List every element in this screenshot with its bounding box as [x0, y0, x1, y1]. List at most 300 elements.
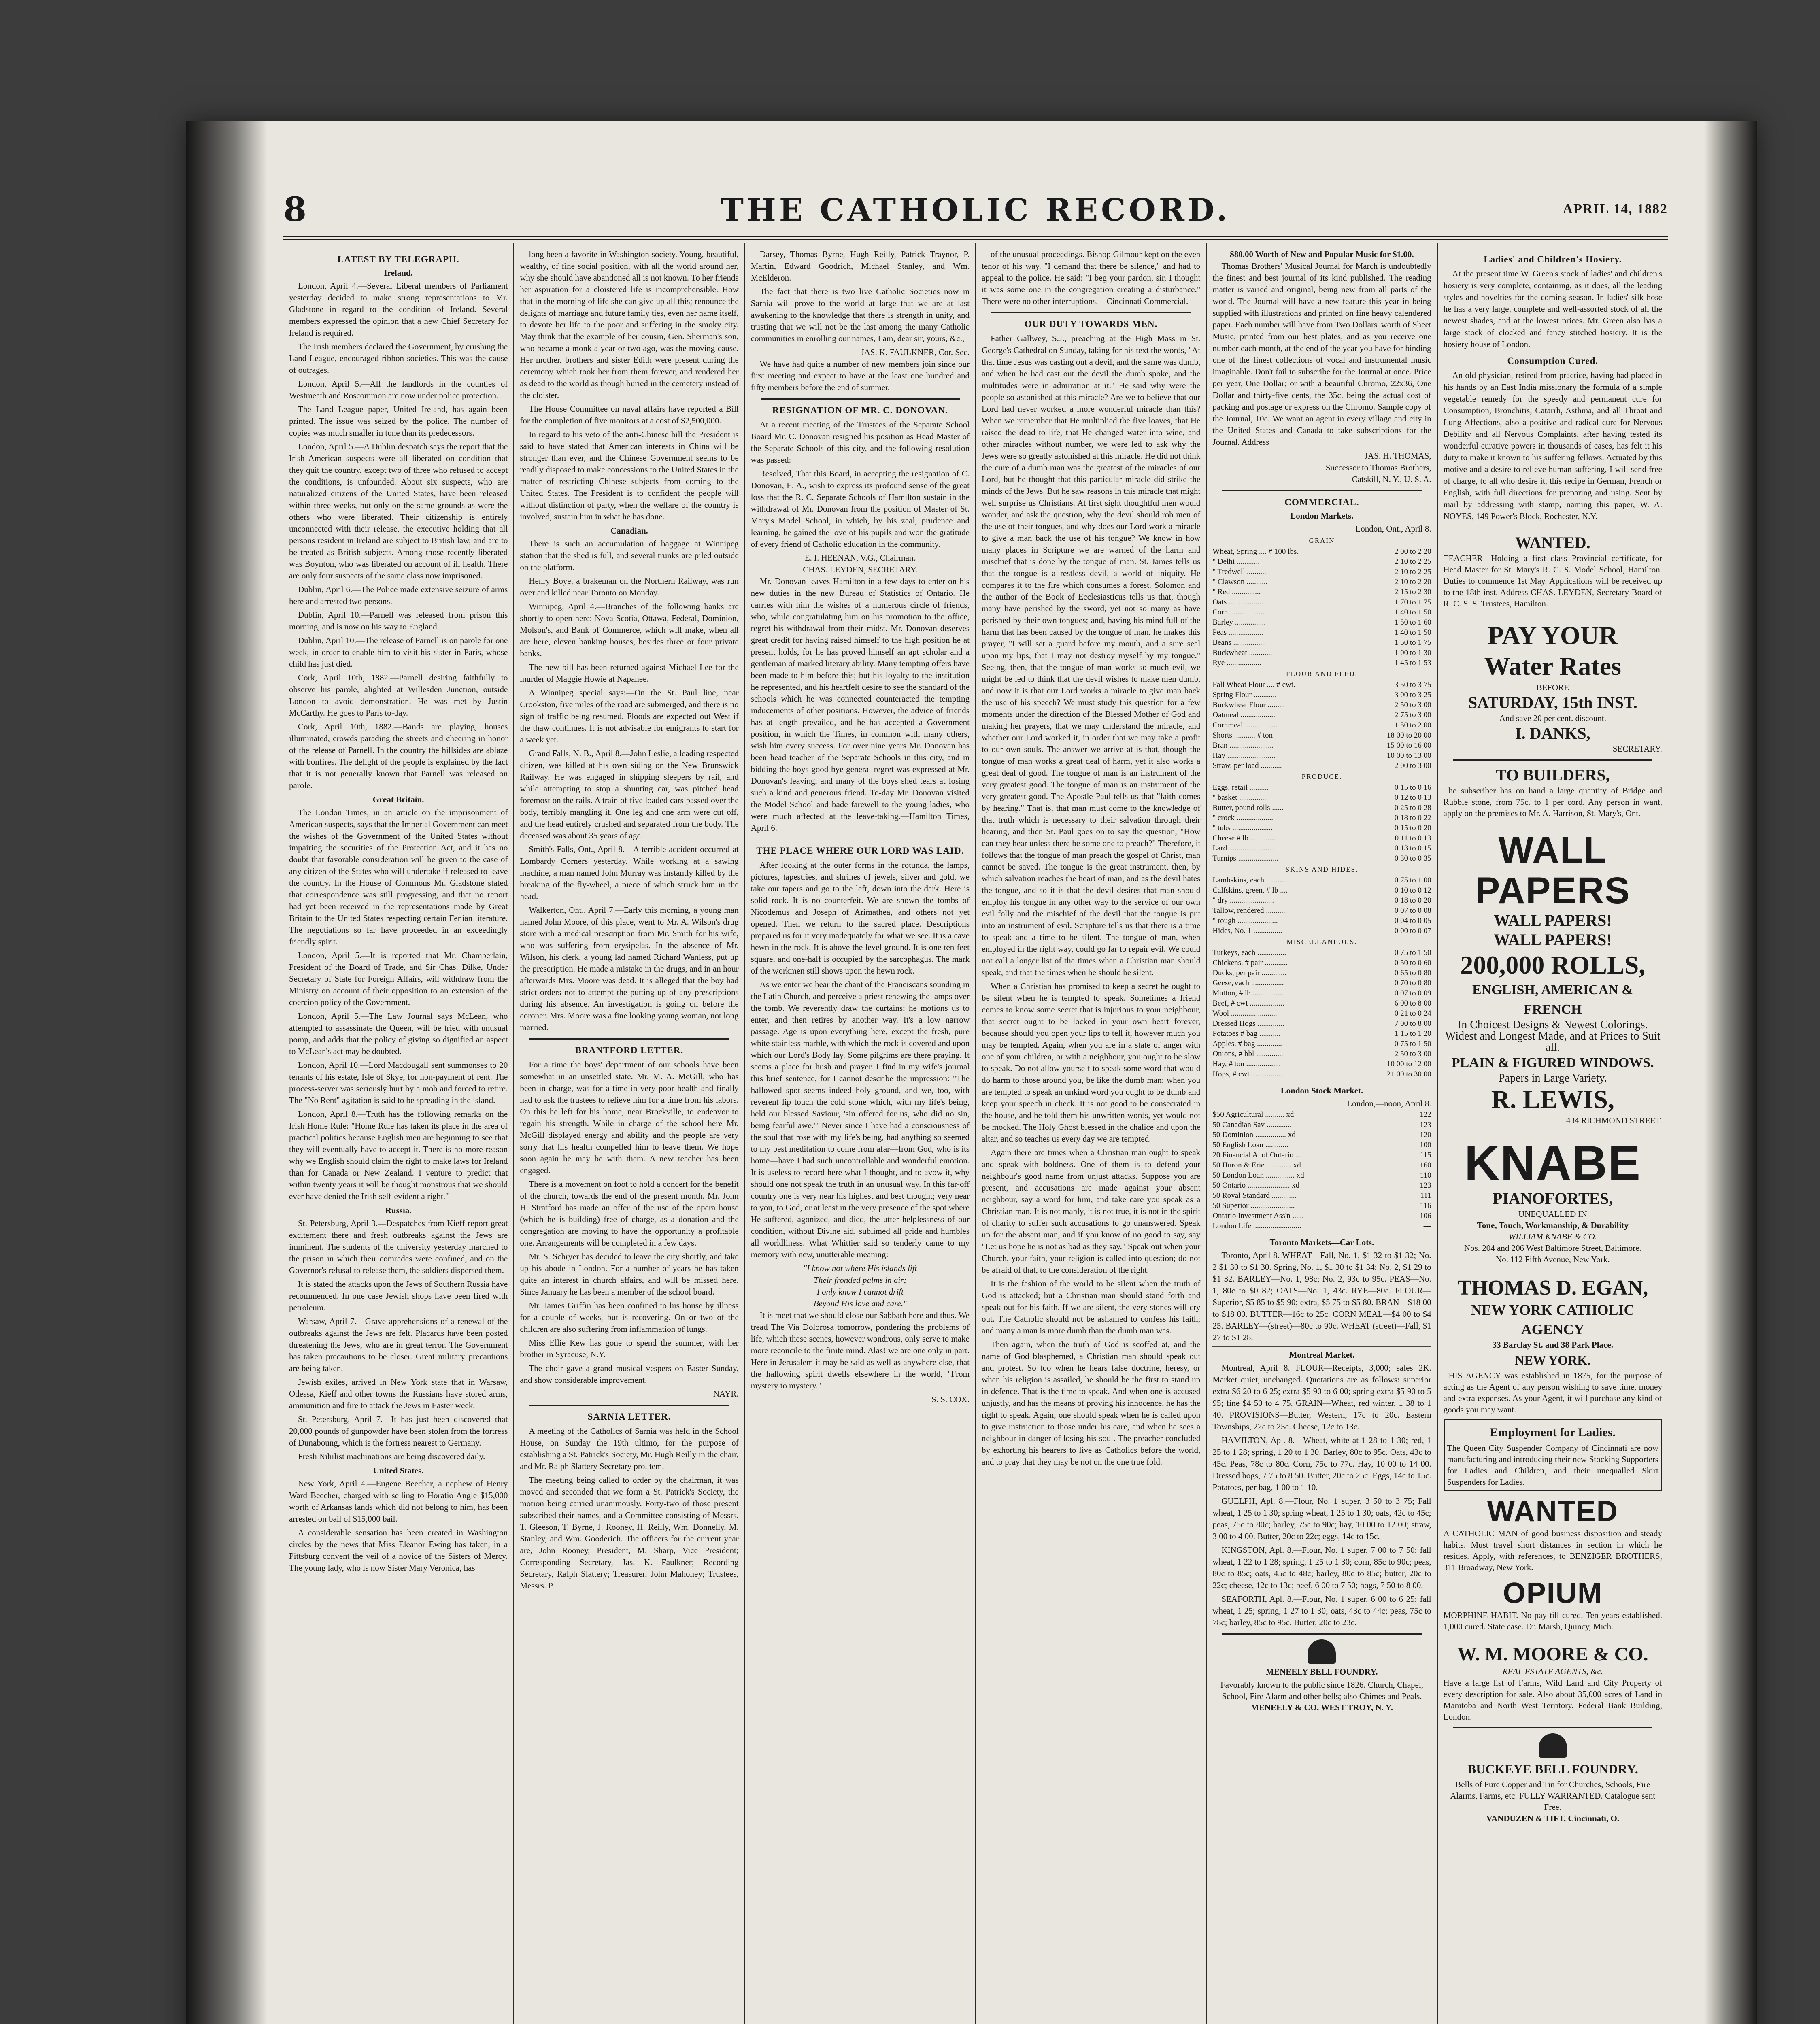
market-price: 122 [1420, 1110, 1431, 1119]
market-item: " dry ....................... [1212, 896, 1274, 905]
market-item: Oats .................. [1212, 598, 1263, 606]
paragraph: SEAFORTH, Apl. 8.—Flour, No. 1 super, 6 00 to 6 25; fall wheat, 1 25; spring, 1 27 to 1 30; oats, 43c to 44c; peas, 75c to 78c; barley, 85c to 95c. Butter, 20c to 23c. [1212, 1594, 1431, 1627]
signature: NAYR. [713, 1389, 739, 1399]
misc-table [1212, 948, 1431, 1079]
market-row [1212, 1039, 1431, 1049]
paragraph: It is stated the attacks upon the Jews of Southern Russia have recommenced. In one case Jewish shops have been fired with petroleum. [289, 1279, 508, 1312]
ad-text: MENEELY & CO. WEST TROY, N. Y. [1251, 1703, 1393, 1712]
signature: JAS. K. FAULKNER, Cor. Sec. [861, 347, 970, 357]
paragraph: Toronto, April 8. WHEAT—Fall, No. 1, $1 32 to $1 32; No. 2 $1 30 to $1 30. Spring, No. 1, $1 30 to $1 34; No. 2, $1 29 to $1 32. BARLEY—No. 1, 98c; No. 2, 93c to 95c. PEAS—No. 1, 80c to $0 82; OATS—No. 1, 43c. RYE—80c. FLOUR—Superior, $5 85 to $5 90; extra, $5 75 to $5 80. BRAN—$18 00 to $18 00. BUTTER—16c to 25c. CORN MEAL—$4 00 to $4 25. BARLEY—(street)—80c to 90c. WHEAT (street)—Fall, $1 27 to $1 28. [1212, 1250, 1431, 1342]
divider [1222, 1633, 1421, 1635]
market-item: " basket ............... [1212, 793, 1268, 802]
divider [1212, 1346, 1431, 1347]
divider [1453, 1131, 1652, 1132]
market-row [1212, 1120, 1431, 1130]
ad-text: 33 Barclay St. and 38 Park Place. [1492, 1340, 1613, 1350]
paragraph: The choir gave a grand musical vespers on Easter Sunday, and show considerable improvement. [520, 1363, 739, 1385]
market-row [1212, 906, 1431, 916]
columns [283, 243, 1668, 2024]
signature: S. S. COX. [931, 1395, 970, 1404]
market-item: Hay ......................... [1212, 751, 1276, 760]
paragraph: We have had quite a number of new members join since our first meeting and expect to have at the least one hundred and fifty members before the end of summer. [751, 359, 970, 392]
market-item: Wheat, Spring .... # 100 lbs. [1212, 547, 1299, 556]
market-item: Ducks, per pair ............. [1212, 969, 1287, 977]
market-item: Fall Wheat Flour .... # cwt. [1212, 680, 1295, 689]
market-item: 50 Huron & Erie ............. xd [1212, 1161, 1301, 1169]
market-item: $50 Agricultural .......... xd [1212, 1110, 1294, 1119]
market-heading: London Markets. [1290, 511, 1354, 521]
paragraph: The House Committee on naval affairs have reported a Bill for the completion of five monitors at a cost of $2,500,000. [520, 404, 739, 425]
market-subheading: PRODUCE. [1301, 773, 1342, 780]
market-price: 110 [1420, 1171, 1431, 1180]
market-price: 1 40 to 1 50 [1394, 608, 1431, 617]
market-item: 50 London Loan ............... xd [1212, 1171, 1304, 1180]
market-price: 0 10 to 0 12 [1394, 886, 1431, 895]
divider [1453, 1727, 1652, 1728]
ad-text: VANDUZEN & TIFT, Cincinnati, O. [1486, 1814, 1620, 1823]
market-row [1212, 1191, 1431, 1201]
market-row [1212, 761, 1431, 771]
market-row [1212, 1029, 1431, 1039]
market-item: Lard .......................... [1212, 844, 1279, 853]
market-price: 0 25 to 0 28 [1394, 804, 1431, 812]
paragraph: The new bill has been returned against Michael Lee for the murder of Maggie Howie at Napanee. [520, 662, 739, 684]
market-heading: Toronto Markets—Car Lots. [1269, 1237, 1374, 1247]
knabe-headline: KNABE [1464, 1136, 1641, 1190]
paragraph: Then again, when the truth of God is scoffed at, and the name of God blasphemed, a Christian man should speak out and protest. So too when he hears false doctrine, heresy, or when his religion is assailed, he should be the first to stand up in defence. That is the time to speak. And when one is accused unjustly, and has the means of proving his innocence, he has the right to speak. Again, one should speak when he is called upon to give instruction to those under his care, and when he sees a neighbour in danger of losing his soul. The preacher concluded by exhorting his hearers to live as Catholics before the world, and to pray that they may be not on the one true fold. [981, 1339, 1201, 1467]
market-row [1212, 730, 1431, 740]
market-price: 0 07 to 0 09 [1394, 989, 1431, 997]
buckeye-headline: BUCKEYE BELL FOUNDRY. [1467, 1762, 1638, 1776]
wanted-heading: WANTED. [1515, 534, 1590, 552]
market-row [1212, 710, 1431, 720]
ad-heading: Consumption Cured. [1507, 356, 1599, 366]
market-item: " Delhi ............ [1212, 557, 1260, 566]
paragraph: London, April 5.—It is reported that Mr. Chamberlain, President of the Board of Trade, and Sir Chas. Dilke, Under Secretary of State for Foreign Affairs, will withdraw from the Ministry on account of their opposition to an extension of the coercion policy of the Government. [289, 950, 508, 1007]
market-price: 100 [1420, 1141, 1431, 1149]
divider [1222, 490, 1421, 491]
verse-line: I only know I cannot drift [816, 1287, 904, 1297]
commercial-heading: COMMERCIAL. [1284, 497, 1359, 507]
paragraph: GUELPH, Apl. 8.—Flour, No. 1 super, 3 50 to 3 75; Fall wheat, 1 25 to 1 30; spring wheat, 1 25 to 1 30; oats, 42c to 45c; peas, 75c to 80c; barley, 75c to 90c; hay, 10 00 to 12 00; straw, 3 00 to 4 00. Butter, 20c to 22c; eggs, 14c to 15c. [1212, 1496, 1431, 1541]
market-item: " Clawson ........... [1212, 578, 1268, 586]
market-row [1212, 978, 1431, 988]
paragraph: The Irish members declared the Government, by crushing the Land League, encouraged ribbon societies. This was the cause of outrages. [289, 342, 508, 375]
market-row [1212, 587, 1431, 597]
paragraph: There is a movement on foot to hold a concert for the benefit of the church, towards the end of the present month. Mr. John H. Stratford has made an offer of the use of the opera house (which he is building) free of charge, as a donation and the congregation are moving to have the opportunity a profitable one. Arrangements will be completed in a few days. [520, 1179, 739, 1248]
paragraph: A meeting of the Catholics of Sarnia was held in the School House, on Sunday the 19th ultimo, for the purpose of establishing a St. Patrick's Society, Mr. Hugh Reilly in the chair, and Mr. Ralph Slattery Secretary pro. tem. [520, 1426, 739, 1471]
ad-text: PIANOFORTES, [1493, 1189, 1613, 1208]
subheading: Great Britain. [372, 795, 424, 804]
market-subheading: GRAIN [1309, 537, 1335, 544]
market-price: 3 00 to 3 25 [1394, 691, 1431, 699]
paragraph: London, April 4.—Several Liberal members of Parliament yesterday decided to make strong representations to Mr. Gladstone in regard to the condition of Ireland. Several members expressed the opinion that a new Chief Secretary for Ireland is required. [289, 281, 508, 338]
market-price: 2 50 to 3 00 [1394, 701, 1431, 709]
market-price: 0 50 to 0 60 [1394, 959, 1431, 967]
market-item: Onions, # bbl .............. [1212, 1050, 1283, 1058]
market-row [1212, 1221, 1431, 1231]
market-price: 0 15 to 0 16 [1394, 783, 1431, 792]
ad-text: PLAIN & FIGURED WINDOWS. [1451, 1055, 1654, 1070]
ad-text: No. 112 Fifth Avenue, New York. [1495, 1254, 1610, 1264]
market-price: 160 [1420, 1161, 1431, 1169]
market-price: 0 75 to 1 00 [1394, 876, 1431, 884]
article-heading: BRANTFORD LETTER. [575, 1045, 684, 1055]
market-item: " rough ..................... [1212, 916, 1278, 925]
article-heading: OUR DUTY TOWARDS MEN. [1024, 319, 1158, 329]
bell-icon [1539, 1733, 1567, 1758]
divider [529, 1038, 729, 1040]
paragraph: KINGSTON, Apl. 8.—Flour, No. 1 super, 7 00 to 7 50; fall wheat, 1 22 to 1 28; spring, 1 25 to 1 30; corn, 85c to 90c; peas, 80c to 85c; oats, 45c to 48c; barley, 80c to 85c; butter, 20c to 22c; cheese, 12c to 13c; beef, 6 00 to 7 50; hogs, 7 50 to 8 00. [1212, 1545, 1431, 1590]
paragraph: Mr. Donovan leaves Hamilton in a few days to enter on his new duties in the new Bureau of Statistics of Ontario. He carries with him the wishes of a numerous circle of friends, who, while congratulating him on his promotion to the office, regret his withdrawal from their midst. Mr. Donovan deserves great credit for having raised himself to the high position he at present holds, for he has proved himself an apt scholar and a gentleman of marked literary ability. Many tempting offers have been made to him before this; but his loyalty to the institution he represented, and his heartfelt desire to see the standard of the schools which he was connected counteracted the tempting inducements of other positions. However, the advice of friends has at length prevailed, and he has accepted a Government position, in which the Times, in common with many others, wish him every success. For over nine years Mr. Donovan has been head teacher of the Separate Schools in this city, and in bidding the boys good-bye general regret was expressed at Mr. Donovan's leaving, and many of the boys shed tears at losing such a kind and generous friend. To-day Mr. Donovan visited the Model School and bade farewell to the young ladies, who were much affected at the leave-taking.—Hamilton Times, April 6. [751, 576, 970, 833]
column-5 [1206, 243, 1437, 2024]
paragraph: London, April 10.—Lord Macdougall sent summonses to 20 tenants of his estate, Isle of Skye, for non-payment of rent. The process-server was seriously hurt by a mob and forced to retire. The "No Rent" agitation is said to be spreading in the island. [289, 1060, 508, 1105]
ad-signature: Successor to Thomas Brothers, [1325, 463, 1431, 472]
market-item: Mutton, # lb ................ [1212, 989, 1284, 997]
market-row [1212, 1211, 1431, 1221]
market-row [1212, 1160, 1431, 1170]
market-date: London, Ont., April 8. [1355, 524, 1431, 534]
market-item: Apples, # bag ............. [1212, 1040, 1282, 1048]
ad-text: Bells of Pure Copper and Tin for Churches, Schools, Fire Alarms, Farms, etc. FULLY WARRANTED. Catalogue sent Free. [1450, 1780, 1656, 1812]
article-heading: RESIGNATION OF MR. C. DONOVAN. [772, 405, 948, 415]
ad-text: WILLIAM KNABE & CO. [1508, 1232, 1597, 1242]
produce-table [1212, 782, 1431, 863]
market-item: Hops, # cwt ................ [1212, 1070, 1282, 1078]
market-row [1212, 1150, 1431, 1160]
paragraph: A Winnipeg special says:—On the St. Paul line, near Crookston, five miles of the road are submerged, and there is no sign of traffic being resumed. Floods are expected out West if the thaw continues. It is not advisable for emigrants to start for a week yet. [520, 688, 739, 744]
market-item: Wool ........................ [1212, 1009, 1277, 1018]
ad-text: ENGLISH, AMERICAN & FRENCH [1472, 982, 1633, 1017]
ad-text: In Choicest Designs & Newest Colorings. [1457, 1018, 1648, 1031]
market-price: 2 10 to 2 25 [1394, 568, 1431, 576]
market-item: Cornmeal ................. [1212, 721, 1278, 729]
market-row [1212, 926, 1431, 936]
market-price: 0 18 to 0 20 [1394, 896, 1431, 905]
divider [1453, 614, 1652, 615]
ad-signature: Catskill, N. Y., U. S. A. [1352, 474, 1431, 484]
ad-text: Favorably known to the public since 1826. Church, Chapel, School, Fire Alarm and other bells; also Chimes and Peals. [1220, 1680, 1423, 1701]
market-row [1212, 853, 1431, 863]
market-item: 20 Financial A. of Ontario .... [1212, 1151, 1303, 1159]
market-row [1212, 740, 1431, 750]
market-item: 50 English Loan ............ [1212, 1141, 1288, 1149]
ad-text: Employment for Ladies. [1490, 1426, 1616, 1439]
grain-table [1212, 546, 1431, 668]
paragraph: Resolved, That this Board, in accepting the resignation of C. Donovan, E. A., wish to express its profound sense of the great loss that the R. C. Separate Schools of Hamilton sustain in the withdrawal of Mr. Donovan from the position of Master of St. Mary's Model School, in which, by his zeal, prudence and learning, he gained the love of his pupils and won the gratitude of every friend of Catholic education in the community. [751, 469, 970, 549]
divider [991, 312, 1191, 313]
market-item: Bran ....................... [1212, 741, 1274, 750]
paragraph: Again there are times when a Christian man ought to speak and speak with boldness. One of them is to defend your neighbour's good name from unjust attacks. Suppose you are present, and accusations are made against your absent neighbour, say a word for him, and take care you speak as a Christian man. It is not manly, it is not true, it is not in the spirit of charity to suffer such accusations to go unanswered. Speak up for the absent man, and if you know of no good to say, say "Let us hope he is not as bad as they say." Speak out when your Church, your faith, your religion is called into question; do not be afraid of that, to the consideration of the right. [981, 1148, 1201, 1275]
market-row [1212, 1018, 1431, 1029]
market-price: 1 40 to 1 50 [1394, 628, 1431, 637]
market-price: 0 15 to 0 20 [1394, 824, 1431, 832]
subheading: Russia. [385, 1205, 412, 1215]
paragraph: The London Times, in an article on the imprisonment of American suspects, says that the Imperial Government can meet the wishes of the Government of the United States without impairing the securities of the Protection Act, and it has no doubt that favorable consideration will be given to the case of any citizen of the States who will undertake if released to leave the country. In the House of Commons Mr. Gladstone stated that correspondence was still progressing, and that no report had yet been received in the representations made by Great Britain to the United States respecting certain Fenian literature. The negotiations so far have proceeded in an exceedingly friendly spirit. [289, 808, 508, 946]
paragraph: When a Christian has promised to keep a secret he ought to be silent when he is tempted to speak. Sometimes a friend comes to know some secret that is injurious to your neighbour, that secret ought to be locked in your own heart forever, because should you open your lips to tell it, however much you may be tempted. Again, when you are in a state of anger with one of your children, or with a neighbour, you ought to be slow to speak. Do not allow yourself to speak some word that would do harm to those around you, be like the dumb man; when you are tempted to speak an unkind word you ought to be dumb and keep your speech in check. It is not good to be consecrated in the house, and he told them his unwritten words, yet would not be mocked. The Holy Ghost blessed in the chalice and upon the altar, and so teaches us every day we are tempted. [981, 981, 1201, 1144]
water-rates-ad-line: PAY YOUR [1488, 621, 1618, 650]
left-binding-shadow [186, 121, 267, 2024]
market-row [1212, 1201, 1431, 1211]
ad-text: I. DANKS, [1515, 724, 1590, 742]
market-item: Shorts ........... # ton [1212, 731, 1273, 740]
ad-text: And save 20 per cent. discount. [1499, 713, 1606, 723]
market-price: 1 00 to 1 30 [1394, 648, 1431, 657]
market-row [1212, 658, 1431, 668]
page-number: 8 [283, 190, 307, 229]
employment-ad [1444, 1419, 1662, 1491]
ad-text: Papers in Large Variety. [1498, 1072, 1607, 1084]
market-item: " crock ................... [1212, 814, 1274, 822]
market-subheading: MISCELLANEOUS. [1286, 938, 1357, 946]
market-row [1212, 782, 1431, 793]
paragraph: In regard to his veto of the anti-Chinese bill the President is said to have stated that American interests in China will be stronger than ever, and the Chinese Government seems to be readily disposed to make concessions to the United States in the matter of restricting Chinese subjects from coming to the United States. The President is to confident the people will without distinction of party, when the welfare of the country is involved, sustain him in what he has done. [520, 429, 739, 521]
paragraph: Dublin, April 10.—Parnell was released from prison this morning, and is now on his way to England. [289, 610, 508, 631]
ad-text: WALL PAPERS! [1494, 911, 1612, 929]
market-item: Beans ................. [1212, 638, 1266, 647]
paragraph: The meeting being called to order by the chairman, it was moved and seconded that we form a St. Patrick's Society, the motion being carried unanimously. Forty-two of those present subscribed their names, and a Committee consisting of Messrs. T. Gleeson, T. Byrne, J. Rooney, H. Reilly, Wm. Donnelly, M. Stanley, and Wm. Gooderich. The officers for the current year are, John Rooney, President, M. Sharp, Vice President; Corresponding Secretary, Jas. K. Faulkner; Recording Secretary, Ralph Slattery; Treasurer, John Mahoney; Trustees, Messrs. P. [520, 1475, 739, 1590]
market-price: 0 00 to 0 07 [1394, 927, 1431, 935]
market-item: Calfskins, green, # lb .... [1212, 886, 1288, 895]
moore-headline: W. M. MOORE & CO. [1457, 1643, 1648, 1665]
ad-signature: JAS. H. THOMAS, [1364, 451, 1431, 461]
market-item: Straw, per load ........... [1212, 761, 1282, 770]
ad-text: UNEQUALLED IN [1518, 1209, 1587, 1219]
market-price: 0 21 to 0 24 [1394, 1009, 1431, 1018]
section-heading: LATEST BY TELEGRAPH. [337, 254, 459, 264]
market-price: 2 10 to 2 20 [1394, 578, 1431, 586]
paragraph: London, April 5.—A Dublin despatch says the report that the Irish American suspects were all liberated on condition that they quit the country, except two of three who refused to accept the conditions, is unfounded. About six suspects, who are naturalized citizens of the United States, have been released within three weeks, but only on the same grounds as were the others who were liberated. Their citizenship is entirely unconnected with their release, the executive holding that all persons resident in Ireland are subject to British law, and are to be treated as British subjects. Among those recently liberated was Boynton, who was liberated on account of ill health. There are only four suspects of the same class now imprisoned. [289, 442, 508, 580]
wanted-headline: WANTED [1487, 1495, 1618, 1528]
article-heading: SARNIA LETTER. [587, 1412, 671, 1422]
divider [761, 398, 960, 400]
ad-heading: MENEELY BELL FOUNDRY. [1266, 1667, 1378, 1677]
divider [529, 1405, 729, 1406]
market-row [1212, 546, 1431, 557]
ad-text: SATURDAY, 15th INST. [1468, 693, 1637, 712]
ad-text: R. LEWIS, [1491, 1085, 1614, 1114]
market-row [1212, 700, 1431, 710]
paragraph: Dublin, April 10.—The release of Parnell is on parole for one week, in order to enable him to visit his sister in Paris, whose child has just died. [289, 636, 508, 669]
market-price: 7 00 to 8 00 [1394, 1019, 1431, 1028]
market-heading: London Stock Market. [1280, 1086, 1363, 1095]
subheading: Ireland. [384, 268, 413, 278]
market-price: 0 12 to 0 13 [1394, 793, 1431, 802]
ad-text: MORPHINE HABIT. No pay till cured. Ten years established. 1,000 cured. State case. Dr. Marsh, Quincy, Mich. [1443, 1610, 1662, 1631]
market-item: Cheese # lb ............. [1212, 834, 1276, 842]
paragraph: Montreal, April 8. FLOUR—Receipts, 3,000; sales 2K. Market quiet, unchanged. Quotations are as follows: superior extra $6 20 to 6 25; extra $5 90 to 6 00; spring extra $5 90 to 5 95; fine $4 50 to 4 75. GRAIN—Wheat, red winter, 1 38 to 1 40. PROVISIONS—Butter, Western, 17c to 20c. Eastern Townships, 22c to 25c. Cheese, 12c to 13c. [1212, 1363, 1431, 1431]
market-item: Ontario Investment Ass'n ...... [1212, 1212, 1304, 1220]
market-row [1212, 875, 1431, 885]
ad-text: Widest and Longest Made, and at Prices to Suit all. [1445, 1030, 1661, 1054]
column-4 [975, 243, 1206, 2024]
market-item: Geese, each ................. [1212, 979, 1284, 987]
market-item: Spring Flour ............ [1212, 691, 1277, 699]
paragraph: Cork, April 10th, 1882.—Bands are playing, houses illuminated, crowds parading the streets and cheering in honor of the release of Parnell. In the country the hillsides are ablaze with bonfires. The delight of the people is explained by the fact that it is not generally known that Parnell was released on parole. [289, 722, 508, 790]
market-price: 0 11 to 0 13 [1395, 834, 1431, 842]
egan-agency-headline: THOMAS D. EGAN, [1457, 1276, 1648, 1299]
paragraph: It is the fashion of the world to be silent when the truth of God is attacked; but a Christian man should stand forth and speak out for his faith. If we are silent, the very stones will cry out. The Catholic should not be ashamed to confess his faith; and many a man is more dumb than the dumb man was. [981, 1279, 1201, 1335]
column-2 [513, 243, 744, 2024]
paragraph: Fresh Nihilist machinations are being discovered daily. [298, 1452, 485, 1461]
ad-text: Have a large list of Farms, Wild Land and City Property of every description for sale. Also about 35,000 acres of Land in Manitoba and North West Territory. Federal Bank Building, London. [1443, 1678, 1662, 1722]
market-price: 1 15 to 1 20 [1394, 1029, 1431, 1038]
subheading: United States. [373, 1466, 424, 1475]
market-price: 15 00 to 16 00 [1386, 741, 1431, 750]
market-row [1212, 948, 1431, 958]
market-row [1212, 1170, 1431, 1180]
market-price: 21 00 to 30 00 [1386, 1070, 1431, 1078]
paragraph: The fact that there is two live Catholic Societies now in Sarnia will prove to the world at large that we are at last awakening to the knowledge that there is strength in unity, and trusting that we will not be the last among the many Catholic communities in enrolling our names, I am, dear sir, yours, &c., [751, 287, 970, 343]
paragraph: Darsey, Thomas Byrne, Hugh Reilly, Patrick Traynor, P. Martin, Edward Goodrich, Michael Stanley, and Wm. McElderon. [751, 249, 970, 283]
market-item: 50 Royal Standard ............. [1212, 1191, 1297, 1200]
divider [1453, 1270, 1652, 1271]
market-row [1212, 750, 1431, 761]
market-price: 111 [1420, 1191, 1431, 1200]
market-price: 6 00 to 8 00 [1394, 999, 1431, 1008]
market-row [1212, 567, 1431, 577]
paragraph: An old physician, retired from practice, having had placed in his hands by an East India missionary the formula of a simple vegetable remedy for the speedy and permanent cure for Consumption, Bronchitis, Catarrh, Asthma, and all Throat and Lung Affections, also a positive and radical cure for Nervous Debility and all Nervous Complaints, after having tested its wonderful curative powers in thousands of cases, has felt it his duty to make it known to his suffering fellows. Actuated by this motive and a desire to relieve human suffering, I will send free of charge, to all who desire it, this recipe in German, French or English, with full directions for preparing and using. Sent by mail by addressing with stamp, naming this paper, W. A. NOYES, 149 Power's Block, Rochester, N.Y. [1443, 370, 1662, 521]
wall-papers-headline: WALL PAPERS [1475, 829, 1631, 911]
market-item: Rye .................. [1212, 659, 1261, 667]
newspaper-page [186, 121, 1757, 2024]
market-item: Hay, # ton .................. [1212, 1060, 1281, 1068]
ad-text: 434 RICHMOND STREET. [1566, 1116, 1662, 1125]
market-item: Hides, No. 1 ............... [1212, 927, 1282, 935]
market-row [1212, 648, 1431, 658]
market-item: Eggs, retail .......... [1212, 783, 1269, 792]
paragraph: Warsaw, April 7.—Grave apprehensions of a renewal of the outbreaks against the Jews are felt. Placards have been posted threatening the Jews, who are in great terror. The Government has taken precautions to be closer. Great military precautions are being taken. [289, 1316, 508, 1373]
market-item: Oatmeal .................. [1212, 711, 1275, 719]
market-price: 0 13 to 0 15 [1394, 844, 1431, 853]
paragraph: Smith's Falls, Ont., April 8.—A terrible accident occurred at Lombardy Corners yesterday. While working at a sawing machine, a man named John Murray was instantly killed by the breaking of the fly-wheel, a piece of which struck him in the head. [520, 844, 739, 901]
ad-text: NEW YORK. [1515, 1353, 1591, 1367]
market-item: Corn .................. [1212, 608, 1265, 617]
ad-text: The Queen City Suspender Company of Cincinnati are now manufacturing and introducing their new Stocking Supporters for Ladies and Children, and their unequalled Skirt Suspenders for Ladies. [1447, 1443, 1658, 1487]
paragraph: Dublin, April 6.—The Police made extensive seizure of arms here and arrested two persons. [289, 585, 508, 606]
market-row [1212, 813, 1431, 823]
market-row [1212, 1049, 1431, 1059]
market-item: " tubs ..................... [1212, 824, 1273, 832]
market-row [1212, 833, 1431, 843]
market-price: 115 [1420, 1151, 1431, 1159]
market-price: 106 [1420, 1212, 1431, 1220]
market-row [1212, 1059, 1431, 1069]
market-heading: Montreal Market. [1289, 1350, 1355, 1360]
market-item: " Tredwell .......... [1212, 568, 1266, 576]
market-row [1212, 638, 1431, 648]
paragraph: London, April 5.—All the landlords in the counties of Westmeath and Roscommon are now under police protection. [289, 379, 508, 400]
market-row [1212, 988, 1431, 998]
ad-text: WALL PAPERS! [1494, 931, 1612, 949]
market-item: Lambskins, each .......... [1212, 876, 1286, 884]
market-price: 10 00 to 13 00 [1386, 751, 1431, 760]
market-price: 116 [1420, 1201, 1431, 1210]
paragraph: London, April 5.—The Law Journal says McLean, who attempted to assassinate the Queen, will be tried with unusual pomp, and adds that the policy of giving so dignified an aspect to McLean's act may be doubted. [289, 1011, 508, 1056]
paragraph: London, April 8.—Truth has the following remarks on the Irish Home Rule: "Home Rule has taken its place in the area of practical politics because English men are beginning to see that they will eventually have to accept it. There is no more reason why we English should claim the right to make laws for Ireland than for Canada or New Zealand. I venture to predict that within twenty years it will be thought monstrous that we should ever have denied the Irish self-evident a right." [289, 1109, 508, 1201]
market-item: Dressed Hogs .............. [1212, 1019, 1284, 1028]
market-row [1212, 916, 1431, 926]
market-price: 0 75 to 1 50 [1394, 948, 1431, 957]
signature: E. I. HEENAN, V.G., Chairman. [804, 553, 916, 563]
market-item: 50 Canadian Sav ............. [1212, 1120, 1292, 1129]
market-item: London Life ......................... [1212, 1222, 1301, 1230]
market-row [1212, 627, 1431, 638]
paragraph: New York, April 4.—Eugene Beecher, a nephew of Henry Ward Beecher, charged with selling to Horatio Angle $15,000 worth of Arkansas lands which did not belong to him, has been arrested on bail of $15,000 bail. [289, 1479, 508, 1524]
ad-text: BEFORE [1536, 682, 1569, 692]
market-row [1212, 690, 1431, 700]
right-edge-shadow [1704, 121, 1757, 2024]
market-price: 0 75 to 1 50 [1394, 1040, 1431, 1048]
paragraph: For a time the boys' department of our schools have been somewhat in an unsettled state. Mr. M. A. McGill, who has been in charge, was for a time in very poor health and finally had to ask the trustees to relieve him for a time from his labors. On this he left for his home, near Brockville, to endeavor to regain his strength. While in charge of the school here Mr. McGill displayed energy and ability and the people are very sorry that his health compelled him to leave them. We hope soon again he may be with them. A new teacher has been engaged. [520, 1060, 739, 1175]
paragraph: long been a favorite in Washington society. Young, beautiful, wealthy, of fine social position, with all the world around her, why she should have abandoned all is not known. To her friends her aspiration for a cloistered life is incomprehensible. How that in the morning of life she can give up all this; renounce the delights of marriage and future family ties, even her name itself, to devote her life to the poor and suffering in the smoky city. May think that the example of her cousin, Gen. Sherman's son, who became a monk a year or two ago, was the moving cause. Her mother, brothers and sister Edith were present during the ceremony which took her from them forever, and rendered her as dead to the world as though buried in the cemetery instead of the cloister. [520, 249, 739, 400]
paragraph: There is such an accumulation of baggage at Winnipeg station that the shed is full, and several trunks are piled outside on the platform. [520, 539, 739, 572]
market-row [1212, 843, 1431, 853]
market-row [1212, 803, 1431, 813]
market-price: 2 00 to 3 00 [1394, 761, 1431, 770]
market-row [1212, 720, 1431, 730]
verse-line: Beyond His love and care." [813, 1299, 907, 1308]
masthead-rule [283, 236, 1668, 237]
market-row [1212, 958, 1431, 968]
market-row [1212, 1180, 1431, 1191]
paragraph: The Land League paper, United Ireland, has again been printed. The issue was seized by the police. The number of copies was much smaller in tone than its predecessors. [289, 404, 508, 438]
ad-text: Nos. 204 and 206 West Baltimore Street, Baltimore. [1464, 1243, 1641, 1253]
ad-text: Tone, Touch, Workmanship, & Durability [1477, 1220, 1629, 1230]
market-item: " Red ............... [1212, 588, 1261, 596]
paragraph: Miss Ellie Kew has gone to spend the summer, with her brother in Syracuse, N.Y. [520, 1338, 739, 1359]
verse-line: Their fronded palms in air; [814, 1275, 907, 1285]
subheading: Canadian. [610, 526, 648, 536]
market-price: — [1423, 1222, 1431, 1230]
market-item: Turkeys, each ............... [1212, 948, 1286, 957]
market-subheading: SKINS AND HIDES. [1285, 865, 1359, 873]
market-row [1212, 968, 1431, 978]
paragraph: St. Petersburg, April 3.—Despatches from Kieff report great excitement there and fresh outbreaks against the Jews are imminent. The students of the university yesterday marched to the prison in which their comrades were confined, and on the Governor's refusal to release them, the soldiers dispersed them. [289, 1218, 508, 1275]
market-row [1212, 1130, 1431, 1140]
market-item: Tallow, rendered ........... [1212, 906, 1287, 915]
market-row [1212, 895, 1431, 906]
market-price: 0 65 to 0 80 [1394, 969, 1431, 977]
market-item: Beef, # cwt .................. [1212, 999, 1284, 1008]
ad-text: SECRETARY. [1612, 744, 1662, 754]
market-price: 2 00 to 2 20 [1394, 547, 1431, 556]
ad-text: REAL ESTATE AGENTS, &c. [1502, 1667, 1603, 1676]
ad-text: NEW YORK CATHOLIC AGENCY [1471, 1302, 1635, 1337]
market-price: 2 10 to 2 25 [1394, 557, 1431, 566]
market-price: 123 [1420, 1181, 1431, 1190]
market-item: Barley ................ [1212, 618, 1266, 627]
paragraph: It is meet that we should close our Sabbath here and thus. We tread The Via Dolorosa tomorrow, pondering the problems of life, which these scenes, however wondrous, only serve to make more reconcile to the finite mind. Alas! we are one only in part. Here in Jerusalem it may be said as well as anywhere else, that the hallowing spirit dwells elsewhere in the world, "From mystery to mystery." [751, 1310, 970, 1390]
market-price: 0 07 to 0 08 [1394, 906, 1431, 915]
market-price: 1 45 to 1 53 [1394, 659, 1431, 667]
ad-text: 200,000 ROLLS, [1460, 950, 1646, 979]
market-row [1212, 597, 1431, 607]
market-price: 3 50 to 3 75 [1394, 680, 1431, 689]
paragraph: Henry Boye, a brakeman on the Northern Railway, was run over and killed near Toronto on Monday. [520, 576, 739, 597]
market-row [1212, 1069, 1431, 1079]
market-price: 123 [1420, 1120, 1431, 1129]
market-item: Buckwheat Flour ......... [1212, 701, 1285, 709]
verse-line: "I know not where His islands lift [803, 1263, 917, 1273]
newspaper-title: THE CATHOLIC RECORD. [721, 192, 1231, 228]
market-price: 1 70 to 1 75 [1394, 598, 1431, 606]
market-price: 2 15 to 2 30 [1394, 588, 1431, 596]
market-price: 1 50 to 2 00 [1394, 721, 1431, 729]
stock-table [1212, 1110, 1431, 1231]
column-6 [1437, 243, 1668, 2024]
market-price: 1 50 to 1 75 [1394, 638, 1431, 647]
